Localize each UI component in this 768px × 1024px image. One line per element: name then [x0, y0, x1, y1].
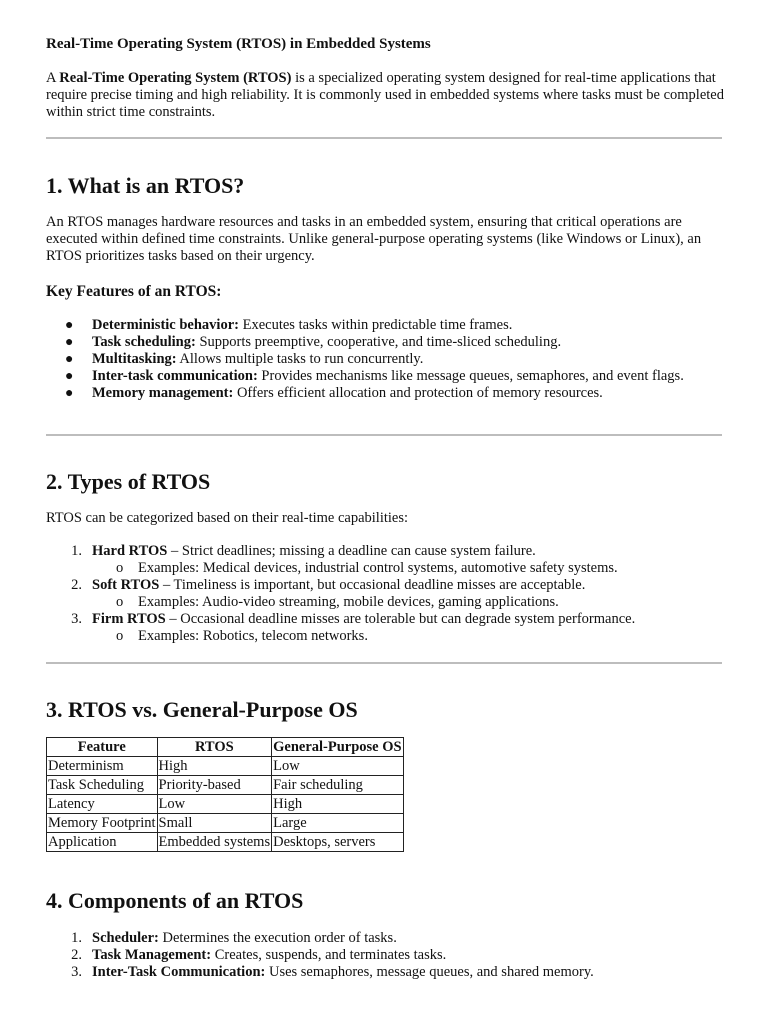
divider	[46, 434, 722, 436]
component-desc: Determines the execution order of tasks.	[158, 930, 397, 946]
sub-bullet-icon: o	[116, 560, 124, 576]
table-cell: High	[272, 795, 403, 814]
table-row	[47, 833, 404, 852]
feature-desc: Executes tasks within predictable time frames.	[238, 317, 513, 333]
table-header-cell: Feature	[47, 738, 158, 757]
types-list	[46, 543, 722, 645]
table-cell: Small	[157, 814, 272, 833]
type-term: Hard RTOS	[92, 543, 168, 559]
feature-term: Multitasking:	[92, 351, 177, 367]
list-number: 2.	[71, 947, 82, 963]
section-paragraph: RTOS can be categorized based on their real-time capabilities:	[46, 510, 409, 526]
list-item	[46, 543, 722, 577]
list-number: 1.	[71, 543, 82, 559]
table-cell: Determinism	[47, 757, 158, 776]
intro-post: is a specialized operating system designed for real-time applications that require precise timing and high reliability. It is commonly used in embedded systems where tasks must be completed within strict time constraints.	[46, 70, 724, 120]
table-cell: High	[157, 757, 272, 776]
intro-pre: A	[46, 70, 60, 86]
section-heading: 3. RTOS vs. General-Purpose OS	[46, 697, 358, 722]
component-term: Task Management:	[92, 947, 212, 963]
intro-paragraph	[46, 70, 726, 121]
comparison-table	[46, 737, 404, 852]
table-header-cell: RTOS	[157, 738, 272, 757]
features-heading: Key Features of an RTOS:	[46, 283, 222, 300]
feature-desc: Supports preemptive, cooperative, and time-sliced scheduling.	[195, 334, 562, 350]
list-number: 3.	[71, 964, 82, 980]
feature-term: Deterministic behavior:	[92, 317, 239, 333]
list-item	[46, 385, 722, 402]
component-term: Scheduler:	[92, 930, 159, 946]
table-header-row	[47, 738, 404, 757]
list-number: 3.	[71, 611, 82, 627]
section-heading: 2. Types of RTOS	[46, 469, 211, 494]
table-cell: Desktops, servers	[272, 833, 403, 852]
list-item	[46, 577, 722, 611]
bullet-icon: ●	[65, 335, 74, 350]
section-heading: 4. Components of an RTOS	[46, 888, 304, 913]
divider	[46, 137, 722, 139]
type-desc: – Strict deadlines; missing a deadline can cause system failure.	[167, 543, 536, 559]
section-paragraph: An RTOS manages hardware resources and tasks in an embedded system, ensuring that critical operations are executed within defined time constraints. Unlike general-purpose operating systems (like Windows or Linux), an RTOS prioritizes tasks based on their urgency.	[46, 214, 702, 264]
type-example: Examples: Audio-video streaming, mobile devices, gaming applications.	[138, 594, 559, 610]
feature-desc: Allows multiple tasks to run concurrently.	[176, 351, 424, 367]
component-desc: Creates, suspends, and terminates tasks.	[211, 947, 447, 963]
bullet-icon: ●	[65, 369, 74, 384]
table-cell: Application	[47, 833, 158, 852]
list-item	[46, 947, 722, 964]
table-header-cell: General-Purpose OS	[273, 738, 402, 755]
table-cell: Low	[157, 795, 272, 814]
table-row	[47, 795, 404, 814]
divider	[46, 662, 722, 664]
type-desc: – Occasional deadline misses are tolerable but can degrade system performance.	[165, 611, 636, 627]
type-example: Examples: Robotics, telecom networks.	[138, 628, 368, 644]
bullet-icon: ●	[65, 318, 74, 333]
table-cell: Embedded systems	[158, 833, 271, 850]
table-cell: Priority-based	[157, 776, 272, 795]
table-row	[47, 757, 404, 776]
component-term: Inter-Task Communication:	[92, 964, 266, 980]
sub-bullet-icon: o	[116, 628, 124, 644]
table-cell: Task Scheduling	[47, 776, 158, 795]
type-example: Examples: Medical devices, industrial control systems, automotive safety systems.	[138, 560, 618, 576]
list-item	[46, 351, 722, 368]
feature-term: Memory management:	[92, 385, 234, 401]
table-cell: Fair scheduling	[272, 776, 403, 795]
type-term: Firm RTOS	[92, 611, 166, 627]
list-item	[46, 317, 722, 334]
section-heading: 1. What is an RTOS?	[46, 173, 245, 198]
feature-term: Inter-task communication:	[92, 368, 258, 384]
bullet-icon: ●	[65, 386, 74, 401]
table-cell: Latency	[47, 795, 158, 814]
list-item	[46, 368, 722, 385]
feature-desc: Offers efficient allocation and protection of memory resources.	[233, 385, 603, 401]
sub-bullet-icon: o	[116, 594, 124, 610]
list-item	[46, 964, 722, 981]
component-desc: Uses semaphores, message queues, and shared memory.	[265, 964, 594, 980]
table-cell: Low	[272, 757, 403, 776]
bullet-icon: ●	[65, 352, 74, 367]
intro-bold: Real-Time Operating System (RTOS)	[59, 70, 292, 86]
table-row	[47, 814, 404, 833]
table-cell: Large	[272, 814, 403, 833]
feature-term: Task scheduling:	[92, 334, 196, 350]
type-term: Soft RTOS	[92, 577, 160, 593]
table-row	[47, 776, 404, 795]
feature-desc: Provides mechanisms like message queues, semaphores, and event flags.	[257, 368, 684, 384]
document-title: Real-Time Operating System (RTOS) in Embedded Systems	[46, 36, 431, 52]
features-list	[46, 317, 722, 402]
components-list	[46, 930, 722, 981]
type-desc: – Timeliness is important, but occasional deadline misses are acceptable.	[159, 577, 586, 593]
list-item	[46, 611, 722, 645]
list-item	[46, 334, 722, 351]
list-number: 1.	[71, 930, 82, 946]
list-number: 2.	[71, 577, 82, 593]
table-cell: Memory Footprint	[48, 814, 156, 831]
list-item	[46, 930, 722, 947]
